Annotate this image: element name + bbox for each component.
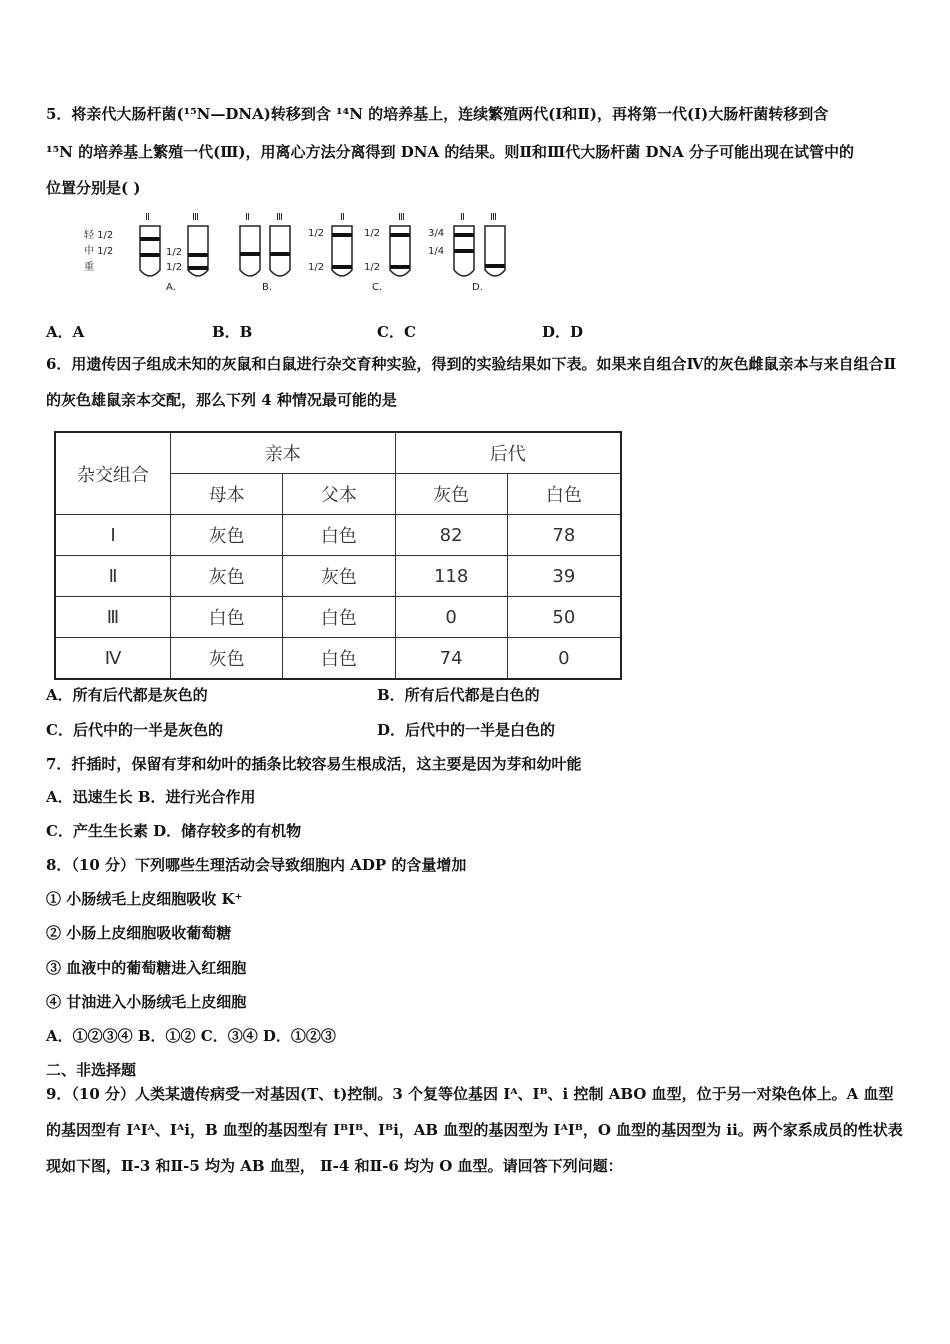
gen-label: Ⅲ [276,212,283,223]
q6-option-c: C．后代中的一半是灰色的 [46,721,223,739]
band [140,237,160,241]
q5-line-1: 5．将亲代大肠杆菌(¹⁵N—DNA)转移到含 ¹⁴N 的培养基上，连续繁殖两代(Ⅰ和Ⅱ)，再将第一代(Ⅰ)大肠杆菌转移到含 [46,105,829,123]
cross-results-table [54,431,622,680]
cell: 灰色 [171,556,283,597]
cell: 0 [395,597,507,638]
cell: Ⅱ [55,556,171,597]
fraction-label: 3/4 [428,228,445,239]
tube [270,226,290,276]
panel-label-b: B. [262,282,273,293]
centrifuge-tubes-figure [80,208,540,298]
q5-line-3: 位置分别是( ) [46,179,141,197]
cell: Ⅲ [55,597,171,638]
panel-label-d: D. [472,282,483,293]
cell: 74 [395,638,507,680]
cell: 39 [507,556,621,597]
tube [140,226,160,276]
table-row [55,597,621,638]
q8-item-2: ② 小肠上皮细胞吸收葡萄糖 [46,924,232,942]
q6-text: 6．用遗传因子组成未知的灰鼠和白鼠进行杂交育种实验，得到的实验结果如下表。如果来自组合Ⅳ的灰色雌鼠亲本与来自组合Ⅱ的灰色雄鼠亲本交配，那么下列 4 种情况最可能的是 [46,355,897,409]
q6-option-d: D．后代中的一半是白色的 [377,721,556,739]
fraction-label: 1/2 [364,228,381,239]
gen-label: Ⅲ [398,212,405,223]
table-row [55,556,621,597]
q8-text: 8．（10 分）下列哪些生理活动会导致细胞内 ADP 的含量增加 [46,856,467,874]
tube [485,226,505,276]
fraction-label: 1/2 [166,262,183,273]
panel-label-c: C. [372,282,383,293]
band [140,253,160,257]
fraction-label: 1/4 [428,246,445,257]
q5-line-2: ¹⁵N 的培养基上繁殖一代(Ⅲ)，用离心方法分离得到 DNA 的结果。则Ⅱ和Ⅲ代大肠杆菌 DNA 分子可能出现在试管中的 [46,143,855,161]
q8-item-3: ③ 血液中的葡萄糖进入红细胞 [46,959,247,977]
gen-label: Ⅲ [192,212,199,223]
cell: 78 [507,515,621,556]
fraction-label: 1/2 [308,228,325,239]
header-cross-combo: 杂交组合 [55,432,171,515]
section-heading: 二、非选择题 [46,1061,137,1079]
cell: 白色 [171,597,283,638]
cell: 50 [507,597,621,638]
label-heavy: 重 [84,262,94,273]
q5-option-b: B．B [212,323,253,341]
cell: Ⅰ [55,515,171,556]
label-light: 轻 1/2 [84,230,114,241]
header-father: 父本 [283,474,395,515]
cell: 118 [395,556,507,597]
q8-item-4: ④ 甘油进入小肠绒毛上皮细胞 [46,993,247,1011]
header-white: 白色 [507,474,621,515]
header-parents: 亲本 [171,432,396,474]
q7-text: 7．扦插时，保留有芽和幼叶的插条比较容易生根成活，这主要是因为芽和幼叶能 [46,755,582,773]
band [240,252,260,256]
band [454,233,474,237]
q9-text: 9．（10 分）人类某遗传病受一对基因(T、t)控制。3 个复等位基因 Iᴬ、Iᴮ、i 控制 ABO 血型，位于另一对染色体上。A 血型的基因型有 IᴬIᴬ、Iᴬi，B 血型的基因型有 IᴮIᴮ、Iᴮi，AB 血型的基因型为 IᴬIᴮ，O 血型的基因型为 ii。两个家系成员的性状表现如下图，Ⅱ-3 和Ⅱ-5 均为 AB 血型， Ⅱ-4 和Ⅱ-6 均为 O 血型。请回答下列问题： [46,1085,903,1175]
cell: 白色 [283,638,395,680]
band [390,265,410,269]
q7-options-2: C．产生生长素 D．储存较多的有机物 [46,822,302,840]
cell: Ⅳ [55,638,171,680]
label-mid: 中 1/2 [84,246,114,257]
panel-label-a: A. [166,282,176,293]
cell: 0 [507,638,621,680]
band [188,253,208,257]
q7-options-1: A．迅速生长 B．进行光合作用 [46,788,256,806]
fraction-label: 1/2 [364,262,381,273]
q8-options: A．①②③④ B．①② C．③④ D．①②③ [46,1027,336,1045]
fraction-label: 1/2 [166,247,183,258]
gen-label: Ⅲ [490,212,497,223]
q5-option-a: A．A [46,323,85,341]
band [390,233,410,237]
band [188,266,208,270]
band [332,233,352,237]
header-mother: 母本 [171,474,283,515]
gen-label: Ⅱ [245,212,250,223]
cell: 灰色 [283,556,395,597]
gen-label: Ⅱ [460,212,465,223]
table-row [55,515,621,556]
tube [240,226,260,276]
header-gray: 灰色 [395,474,507,515]
cell: 白色 [283,597,395,638]
q8-item-1: ① 小肠绒毛上皮细胞吸收 K⁺ [46,890,243,908]
band [332,265,352,269]
band [485,264,505,268]
cell: 灰色 [171,515,283,556]
q6-option-a: A．所有后代都是灰色的 [46,686,208,704]
cell: 灰色 [171,638,283,680]
gen-label: Ⅱ [340,212,345,223]
cell: 白色 [283,515,395,556]
fraction-label: 1/2 [308,262,325,273]
header-offspring: 后代 [395,432,621,474]
q6-option-b: B．所有后代都是白色的 [377,686,540,704]
gen-label: Ⅱ [145,212,150,223]
table-row [55,638,621,680]
q5-option-c: C．C [377,323,416,341]
band [454,249,474,253]
cell: 82 [395,515,507,556]
band [270,252,290,256]
q5-option-d: D．D [542,323,584,341]
